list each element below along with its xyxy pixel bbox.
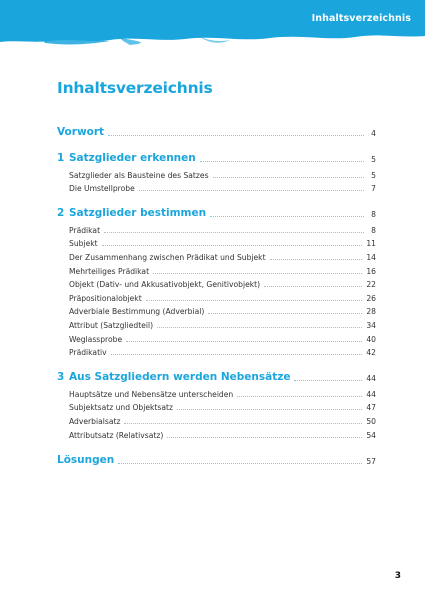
toc-chapter-entry[interactable] — [57, 122, 376, 138]
toc-subentry[interactable] — [57, 344, 376, 358]
toc-subentry[interactable] — [57, 166, 376, 180]
subentry-page: 28 — [366, 307, 376, 317]
toc-subentry[interactable] — [57, 180, 376, 194]
subentry-title: Adverbiale Bestimmung (Adverbial) — [69, 307, 205, 317]
table-of-contents — [57, 122, 376, 476]
dot-leader — [146, 300, 363, 301]
subentry-page: 47 — [366, 403, 376, 413]
subentry-page: 26 — [366, 293, 376, 303]
dot-leader — [153, 273, 362, 274]
subentry-title: Satzglieder als Bausteine des Satzes — [69, 170, 209, 180]
toc-chapter-entry[interactable] — [57, 367, 376, 383]
dot-leader — [124, 423, 362, 424]
subentry-title: Weglassprobe — [69, 334, 123, 344]
chapter-title: Lösungen — [57, 453, 115, 466]
dot-leader — [213, 177, 364, 178]
subentry-title: Subjekt — [69, 239, 98, 249]
toc-subentry[interactable] — [57, 412, 376, 426]
toc-section — [57, 450, 376, 466]
toc-section — [57, 122, 376, 138]
subentry-title: Objekt (Dativ- und Akkusativobjekt, Genitivobjekt) — [69, 280, 261, 290]
subentry-title: Attribut (Satzgliedteil) — [69, 320, 154, 330]
subentry-page: 42 — [366, 348, 376, 358]
toc-chapter-entry[interactable] — [57, 148, 376, 164]
subentry-page: 40 — [366, 334, 376, 344]
dot-leader — [126, 341, 362, 342]
toc-subentry[interactable] — [57, 221, 376, 235]
dot-leader — [102, 245, 363, 246]
subentry-page: 5 — [371, 170, 376, 180]
chapter-number: 2 — [57, 207, 65, 220]
dot-leader — [111, 354, 363, 355]
toc-subentry[interactable] — [57, 330, 376, 344]
dot-leader — [294, 380, 362, 381]
toc-subentry[interactable] — [57, 235, 376, 249]
dot-leader — [108, 135, 364, 136]
chapter-title: Aus Satzgliedern werden Nebensätze — [69, 371, 291, 384]
toc-section — [57, 148, 376, 193]
toc-subentry[interactable] — [57, 426, 376, 440]
chapter-title: Satzglieder bestimmen — [69, 207, 207, 220]
subentry-page: 7 — [371, 184, 376, 194]
dot-leader — [237, 396, 362, 397]
subentry-title: Subjektsatz und Objektsatz — [69, 403, 173, 413]
chapter-title: Satzglieder erkennen — [69, 152, 196, 164]
toc-subentry[interactable] — [57, 262, 376, 276]
dot-leader — [167, 437, 362, 438]
subentry-page: 11 — [366, 239, 376, 249]
chapter-page: 44 — [366, 374, 376, 384]
chapter-page: 4 — [371, 129, 376, 138]
subentry-title: Die Umstellprobe — [69, 184, 135, 194]
subentry-title: Prädikat — [69, 225, 101, 235]
chapter-page: 57 — [366, 456, 376, 466]
subentry-title: Präpositionalobjekt — [69, 293, 142, 303]
subentry-title: Der Zusammenhang zwischen Prädikat und Subjekt — [69, 252, 266, 262]
dot-leader — [200, 161, 364, 162]
header-banner — [0, 0, 425, 52]
chapter-number: 3 — [57, 371, 65, 384]
dot-leader — [210, 216, 364, 217]
toc-section — [57, 367, 376, 439]
toc-chapter-entry[interactable] — [57, 203, 376, 219]
chapter-title: Vorwort — [57, 126, 105, 138]
toc-section — [57, 203, 376, 357]
toc-subentry[interactable] — [57, 385, 376, 399]
dot-leader — [104, 232, 364, 233]
subentry-page: 44 — [366, 389, 376, 399]
page-title: Inhaltsverzeichnis — [57, 79, 213, 97]
brush-banner-shape — [0, 0, 425, 52]
dot-leader — [118, 463, 362, 464]
subentry-title: Adverbialsatz — [69, 416, 121, 426]
banner-title: Inhaltsverzeichnis — [311, 13, 411, 24]
subentry-title: Prädikativ — [69, 348, 107, 358]
chapter-page: 8 — [371, 210, 376, 220]
subentry-title: Mehrteiliges Prädikat — [69, 266, 150, 276]
subentry-page: 8 — [371, 225, 376, 235]
subentry-page: 22 — [366, 280, 376, 290]
dot-leader — [177, 409, 362, 410]
dot-leader — [264, 286, 362, 287]
dot-leader — [157, 327, 362, 328]
toc-subentry[interactable] — [57, 289, 376, 303]
toc-subentry[interactable] — [57, 316, 376, 330]
subentry-page: 16 — [366, 266, 376, 276]
toc-subentry[interactable] — [57, 399, 376, 413]
toc-subentry[interactable] — [57, 303, 376, 317]
dot-leader — [139, 190, 364, 191]
subentry-page: 54 — [366, 430, 376, 440]
subentry-page: 14 — [366, 252, 376, 262]
chapter-number: 1 — [57, 152, 65, 164]
page-number: 3 — [394, 571, 401, 581]
dot-leader — [270, 259, 363, 260]
subentry-title: Attributsatz (Relativsatz) — [69, 430, 164, 440]
subentry-title: Hauptsätze und Nebensätze unterscheiden — [69, 389, 234, 399]
dot-leader — [208, 313, 362, 314]
toc-subentry[interactable] — [57, 248, 376, 262]
subentry-page: 34 — [366, 320, 376, 330]
toc-chapter-entry[interactable] — [57, 450, 376, 466]
chapter-page: 5 — [371, 155, 376, 164]
subentry-page: 50 — [366, 416, 376, 426]
toc-subentry[interactable] — [57, 276, 376, 290]
